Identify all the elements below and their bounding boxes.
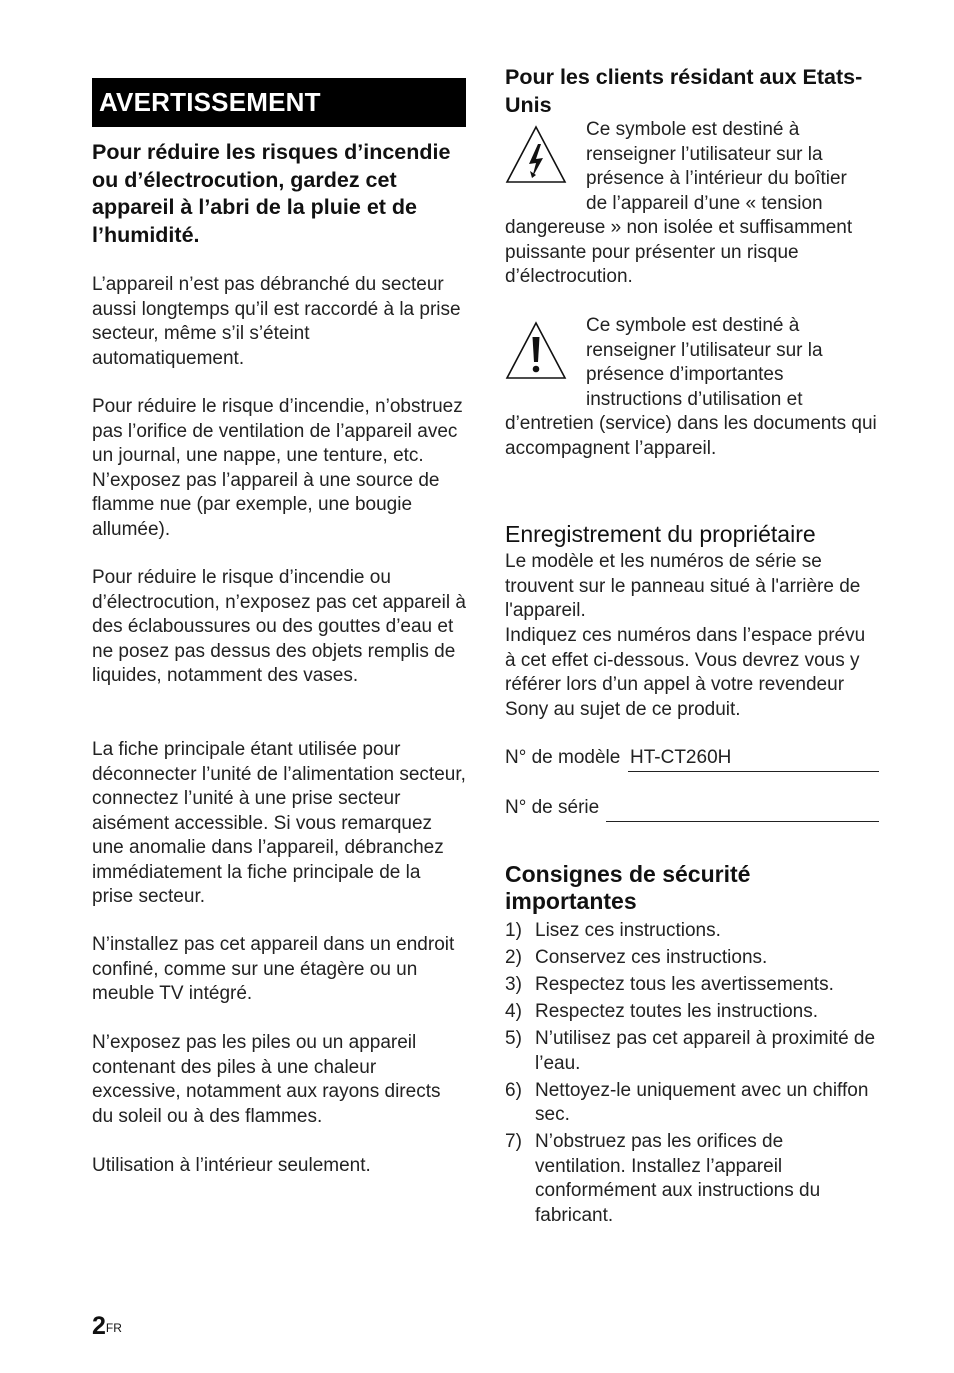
exclamation-warning-icon xyxy=(505,320,567,382)
text-line: présence à l’intérieur du boîtier xyxy=(586,168,847,189)
safety-heading: Consignes de sécurité importantes xyxy=(505,861,751,914)
text-line: Ce symbole est destiné à xyxy=(586,119,800,140)
list-item xyxy=(505,1079,879,1128)
list-item-number: 3) xyxy=(505,974,522,995)
text-line: présence d’importantes xyxy=(586,364,784,385)
exclamation-symbol-block xyxy=(505,314,879,464)
list-item-text: N’utilisez pas cet appareil à proximité de l’eau. xyxy=(535,1028,876,1074)
safety-instructions-list xyxy=(505,919,879,1231)
list-item xyxy=(505,1130,879,1228)
list-item xyxy=(505,1027,879,1076)
model-number-line xyxy=(628,746,879,772)
list-item-text: Conservez ces instructions. xyxy=(535,947,768,968)
paragraph-liquids: Pour réduire le risque d’incendie ou d’électrocution, n’exposez pas cet appareil à des éclaboussures ou des gouttes d’eau et ne posez pas dessus des objets remplis de liquides, notamment des vases. xyxy=(92,567,466,686)
serial-number-label: N° de série xyxy=(505,797,600,818)
paragraph-ventilation: Pour réduire le risque d’incendie, n’obstruez pas l’orifice de ventilation de l’appareil avec un journal, une nappe, une tenture, etc. N’exposez pas l’appareil à une source de flamme nue (par exemple, une bougie allumée). xyxy=(92,396,463,540)
list-item-text: N’obstruez pas les orifices de ventilation. Installez l’appareil conformément aux instructions du fabricant. xyxy=(535,1131,821,1226)
lightning-warning-icon xyxy=(505,124,567,186)
text-line: renseigner l’utilisateur sur la xyxy=(586,143,823,165)
text-line: renseigner l’utilisateur sur la xyxy=(586,339,823,361)
warning-lead: Pour réduire les risques d’incendie ou d’électrocution, gardez cet appareil à l’abri de la pluie et de l’humidité. xyxy=(92,140,451,247)
page-language-suffix: FR xyxy=(105,1321,122,1335)
list-item xyxy=(505,919,879,944)
list-item-text: Lisez ces instructions. xyxy=(535,920,721,941)
list-item-number: 1) xyxy=(505,920,522,941)
page-number-value: 2 xyxy=(92,1312,106,1340)
list-item-number: 7) xyxy=(505,1131,522,1152)
exclamation-symbol-continuation: d’entretien (service) dans les documents qui accompagnent l’appareil. xyxy=(505,413,877,459)
page-number xyxy=(92,1311,122,1341)
list-item-number: 2) xyxy=(505,947,522,968)
paragraph-plug: La fiche principale étant utilisée pour déconnecter l’unité de l’alimentation secteur, connectez l’unité à une prise secteur aisément accessible. Si vous remarquez une anomalie dans l’appareil, débranchez immédiatement la fiche principale de la prise secteur. xyxy=(92,739,466,907)
list-item xyxy=(505,973,879,998)
list-item-text: Respectez toutes les instructions. xyxy=(535,1001,819,1022)
model-number-field xyxy=(505,746,879,772)
paragraph-auto-off: L’appareil n’est pas débranché du secteur aussi longtemps qu’il est raccordé à la prise secteur, même s’il s’éteint automatiquement. xyxy=(92,274,461,369)
owner-registration-heading: Enregistrement du propriétaire xyxy=(505,521,816,547)
list-item-number: 6) xyxy=(505,1079,522,1101)
text-line: de l’appareil d’une « tension xyxy=(586,192,823,214)
text-line: instructions d’utilisation et xyxy=(586,388,803,410)
lightning-symbol-block xyxy=(505,118,879,293)
model-number-value: HT-CT260H xyxy=(630,747,732,768)
list-item-text: Nettoyez-le uniquement avec un chiffon sec. xyxy=(535,1079,869,1125)
warning-banner: AVERTISSEMENT xyxy=(92,78,466,127)
list-item xyxy=(505,1000,879,1025)
lightning-symbol-text xyxy=(586,118,879,216)
owner-text-location: Le modèle et les numéros de série se trouvent sur le panneau situé à l'arrière de l'appareil. xyxy=(505,551,861,621)
text-line: Ce symbole est destiné à xyxy=(586,315,800,336)
list-item-number: 5) xyxy=(505,1028,522,1049)
list-item-number: 4) xyxy=(505,1001,522,1022)
paragraph-confined: N’installez pas cet appareil dans un endroit confiné, comme sur une étagère ou un meuble TV intégré. xyxy=(92,934,455,1004)
serial-number-line xyxy=(606,796,879,822)
serial-number-field xyxy=(505,796,879,822)
exclamation-symbol-text xyxy=(586,314,879,412)
lightning-symbol-continuation: dangereuse » non isolée et suffisamment puissante pour présenter un risque d’électrocution. xyxy=(505,217,853,287)
model-number-label: N° de modèle xyxy=(505,747,621,768)
list-item xyxy=(505,946,879,971)
us-customers-heading: Pour les clients résidant aux Etats-Unis xyxy=(505,65,863,117)
list-item-text: Respectez tous les avertissements. xyxy=(535,974,834,995)
paragraph-batteries: N’exposez pas les piles ou un appareil contenant des piles à une chaleur excessive, notamment aux rayons directs du soleil ou à des flammes. xyxy=(92,1032,441,1127)
owner-text-instructions: Indiquez ces numéros dans l’espace prévu à cet effet ci-dessous. Vous devrez vous y référer lors d’un appel à votre revendeur Sony au sujet de ce produit. xyxy=(505,625,866,720)
paragraph-indoor: Utilisation à l’intérieur seulement. xyxy=(92,1155,371,1176)
